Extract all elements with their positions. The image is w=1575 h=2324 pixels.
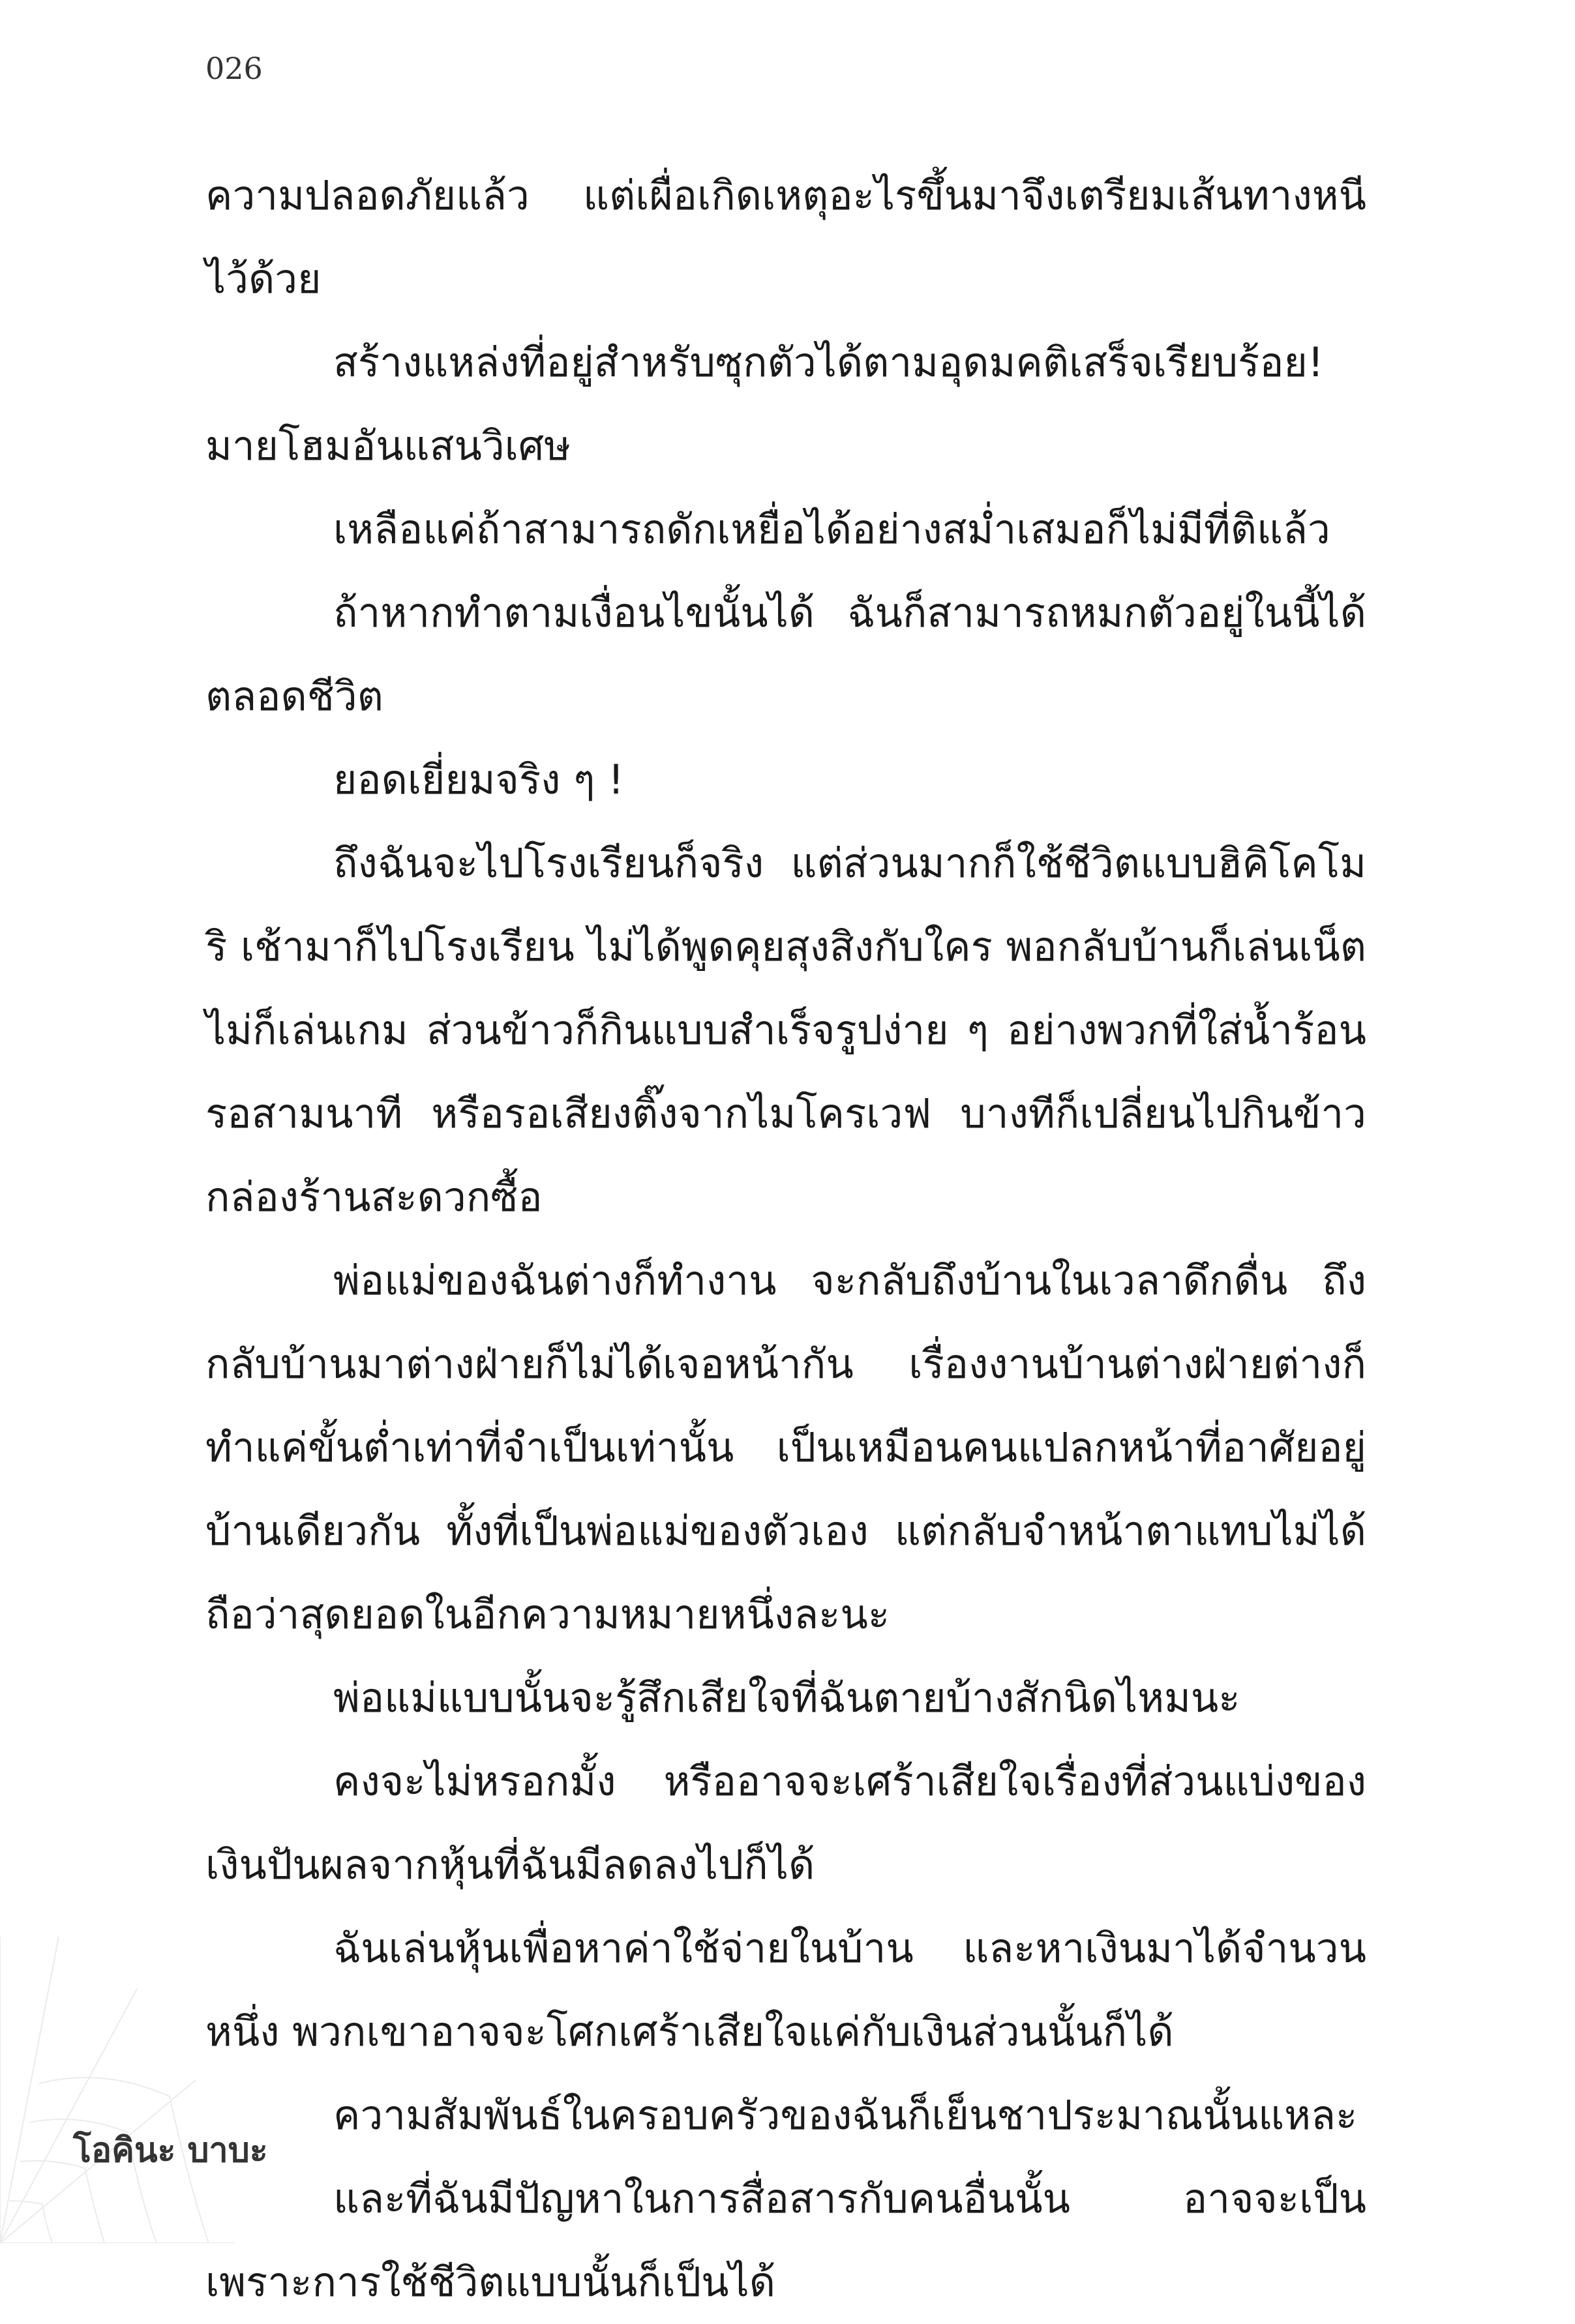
paragraph: พ่อแม่ของฉันต่างก็ทำงาน จะกลับถึงบ้านในเวลาดึกดื่น ถึงกลับบ้านมาต่างฝ่ายก็ไม่ได้เจอหน้ากัน เรื่องงานบ้านต่างฝ่ายต่างก็ทำแค่ขั้นต่ำเท่าที่จำเป็นเท่านั้น เป็นเหมือนคนแปลกหน้าที่อาศัยอยู่บ้านเดียวกัน ทั้งที่เป็นพ่อแม่ของตัวเอง แต่กลับจำหน้าตาแทบไม่ได้ ถือว่าสุดยอดในอีกความหมายหนึ่งละนะ (205, 1257, 1366, 1638)
paragraph: คงจะไม่หรอกมั้ง หรืออาจจะเศร้าเสียใจเรื่องที่ส่วนแบ่งของเงินปันผลจากหุ้นที่ฉันมีลดลงไปก็ได้ (205, 1757, 1366, 1888)
text-body (205, 154, 1366, 2324)
paragraph: ถ้าหากทำตามเงื่อนไขนั้นได้ ฉันก็สามารถหมกตัวอยู่ในนี้ได้ตลอดชีวิต (205, 589, 1366, 720)
paragraph: สร้างแหล่งที่อยู่สำหรับซุกตัวได้ตามอุดมคติเสร็จเรียบร้อย! มายโฮมอันแสนวิเศษ (205, 338, 1324, 469)
paragraph: ยอดเยี่ยมจริง ๆ ! (333, 756, 625, 803)
paragraph: ถึงฉันจะไปโรงเรียนก็จริง แต่ส่วนมากก็ใช้ชีวิตแบบฮิคิโคโมริ เช้ามาก็ไปโรงเรียน ไม่ได้พูดคุยสุงสิงกับใคร พอกลับบ้านก็เล่นเน็ต ไม่ก็เล่นเกม ส่วนข้าวก็กินแบบสำเร็จรูปง่าย ๆ อย่างพวกที่ใส่น้ำร้อน รอสามนาที หรือรอเสียงติ๊งจากไมโครเวฟ บางทีก็เปลี่ยนไปกินข้าวกล่องร้านสะดวกซื้อ (205, 839, 1366, 1221)
footer-title: โอคินะ บาบะ (73, 2131, 268, 2170)
paragraph: ความปลอดภัยแล้ว แต่เผื่อเกิดเหตุอะไรขึ้นมาจึงเตรียมเส้นทางหนีไว้ด้วย (205, 171, 1366, 303)
page-number: 026 (205, 51, 263, 86)
paragraph: ความสัมพันธ์ในครอบครัวของฉันก็เย็นชาประมาณนั้นแหละ (333, 2091, 1358, 2139)
cobweb-decoration (0, 1937, 235, 2243)
paragraph: เหลือแค่ถ้าสามารถดักเหยื่อได้อย่างสม่ำเสมอก็ไม่มีที่ติแล้ว (333, 505, 1330, 553)
paragraph: และที่ฉันมีปัญหาในการสื่อสารกับคนอื่นนั้น อาจจะเป็นเพราะการใช้ชีวิตแบบนั้นก็เป็นได้ (205, 2175, 1366, 2306)
paragraph: พ่อแม่แบบนั้นจะรู้สึกเสียใจที่ฉันตายบ้างสักนิดไหมนะ (333, 1674, 1240, 1721)
paragraph: ฉันเล่นหุ้นเพื่อหาค่าใช้จ่ายในบ้าน และหาเงินมาได้จำนวนหนึ่ง พวกเขาอาจจะโศกเศร้าเสียใจแค่กับเงินส่วนนั้นก็ได้ (205, 1924, 1366, 2055)
